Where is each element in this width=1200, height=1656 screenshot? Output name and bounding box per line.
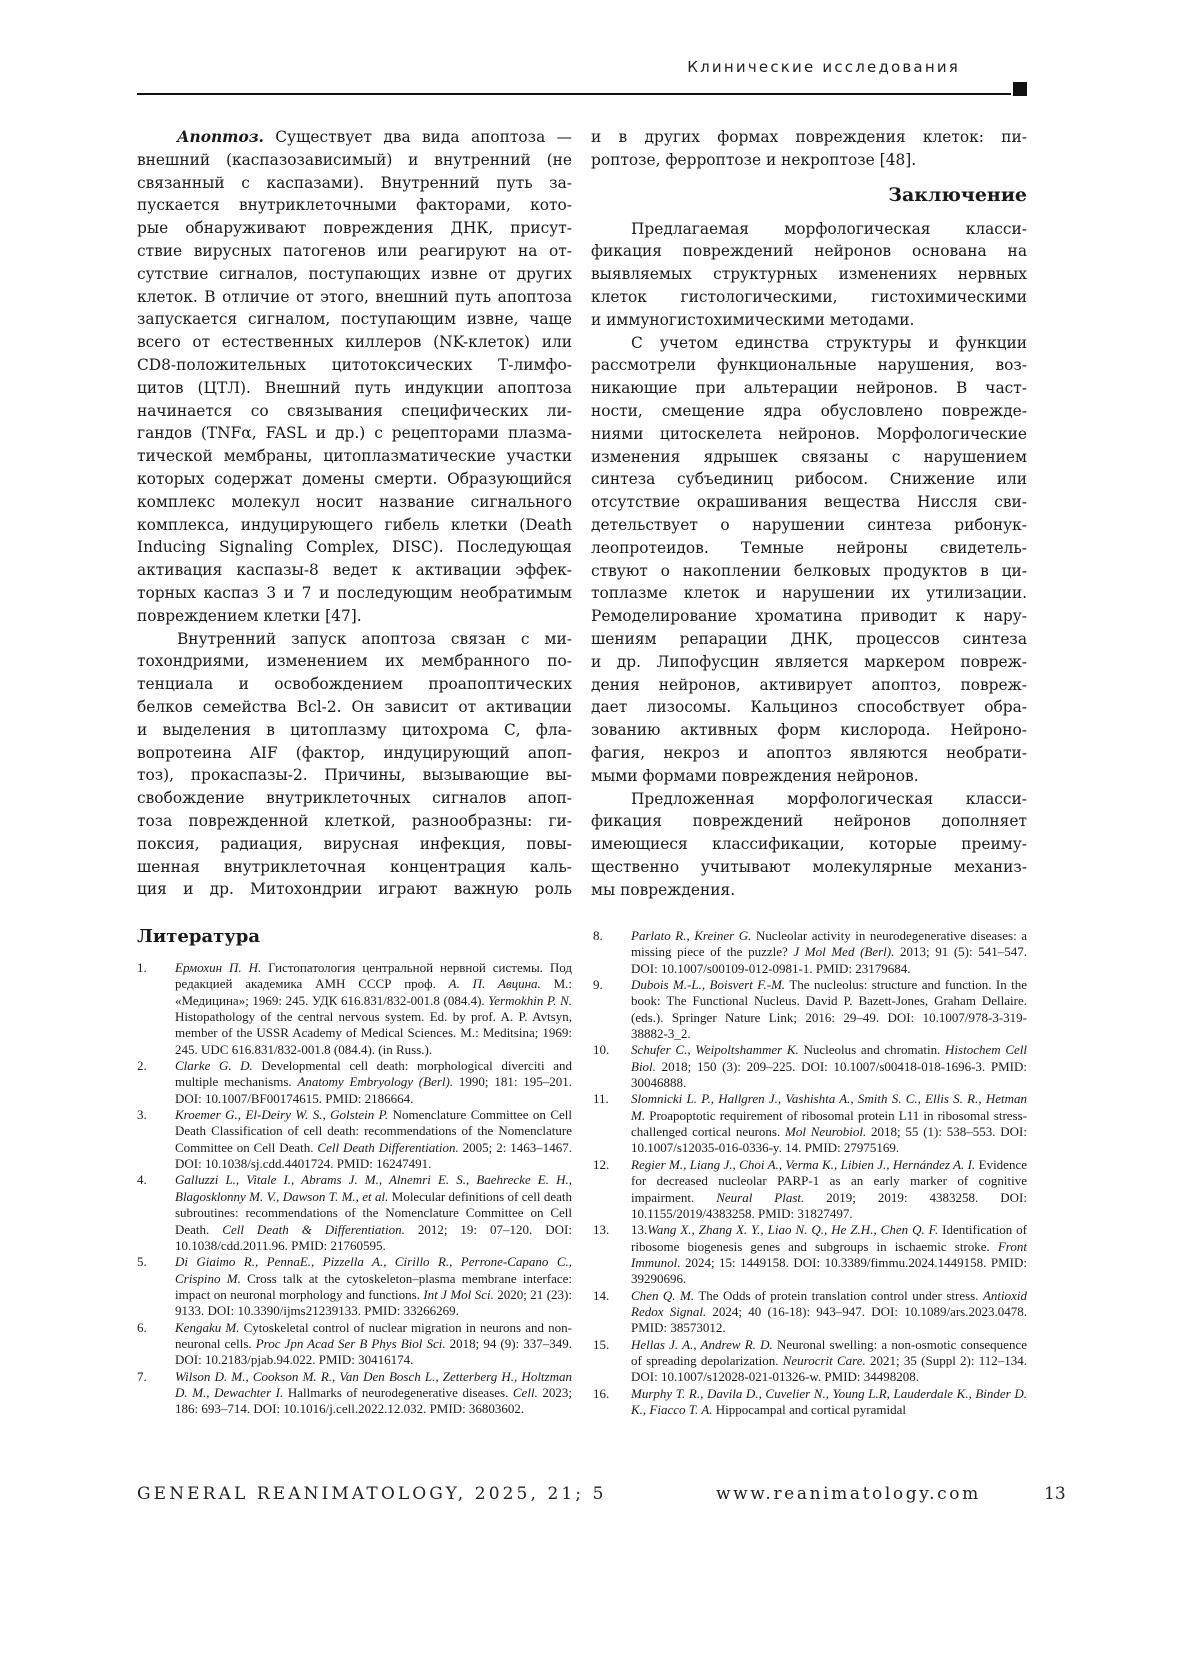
reference-italic: Ермохин П. Н. (175, 960, 261, 975)
reference-item (137, 1320, 572, 1369)
line-text: Существует два вида апоптоза — (264, 128, 572, 146)
reference-number: 10. (593, 1042, 631, 1091)
line-text: торных каспаз 3 и 7 и последующим необратимым (137, 584, 572, 602)
line-text: CD8-положительных цитотоксических Т-лимфо- (137, 356, 572, 374)
text-line (137, 696, 572, 719)
header-divider (137, 93, 1011, 95)
text-line: фагия, некроз и апоптоз являются необрати- (591, 742, 1027, 765)
line-text: связанный с каспазами). Внутренний путь за- (137, 174, 572, 192)
text-line (137, 810, 572, 833)
conclusion-heading: Заключение (591, 172, 1027, 218)
reference-item (137, 1058, 572, 1107)
reference-number: 12. (593, 1157, 631, 1222)
reference-italic: Mol Neurobiol. (785, 1124, 866, 1139)
text-line (137, 878, 572, 901)
reference-plain: Nucleolar activity in neurodegenerative diseases: a missing piece of the puzzle? (631, 928, 1027, 959)
text-line: Предлагаемая морфологическая класси- (591, 218, 1027, 241)
line-text: Внутренний запуск апоптоза связан с ми- (177, 630, 572, 648)
line-text: сутствие сигналов, поступающих извне от других (137, 265, 572, 283)
reference-item (593, 1091, 1027, 1156)
reference-text (175, 1254, 572, 1319)
line-text: Inducing Signaling Complex, DISC). Последующая (137, 538, 572, 556)
text-line: никающие при альтерации нейронов. В част- (591, 377, 1027, 400)
reference-italic: А. П. Авцина. (449, 976, 541, 991)
text-line (137, 559, 572, 582)
reference-italic: Anatomy Embryology (Berl). (297, 1074, 453, 1089)
reference-plain: Identification of ribosome biogenesis genes and subgroups in ischaemic stroke. (631, 1222, 1027, 1253)
reference-italic: Neural Plast. (716, 1190, 804, 1205)
reference-plain: Nomenclature Committee on Cell Death Classification of cell death: recommendations of the Nomenclature Committee on Cell Death. (175, 1107, 572, 1155)
line-text: и выделения в цитоплазму цитохрома С, фла- (137, 721, 572, 739)
text-line: синтеза субъединиц рибосом. Снижение или (591, 468, 1027, 491)
reference-number: 7. (137, 1369, 175, 1418)
text-line: щественно учитывают молекулярные механиз- (591, 856, 1027, 879)
text-line: ствуют о накоплении белковых продуктов в ци- (591, 560, 1027, 583)
reference-plain: Cytoskeletal control of nuclear migration in neurons and non-neuronal cells. (175, 1320, 572, 1351)
reference-plain: The Odds of protein translation control under stress. (694, 1288, 983, 1303)
line-text: комплекс молекул носит название сигнального (137, 493, 572, 511)
reference-plain: 2023; 186: 693–714. DOI: 10.1016/j.cell.2022.12.032. PMID: 36803602. (175, 1385, 572, 1416)
text-line (137, 149, 572, 172)
reference-number: 8. (593, 928, 631, 977)
reference-plain: Nucleolus and chromatin. (799, 1042, 945, 1057)
line-text: тической мембраны, цитоплазматические участки (137, 447, 572, 465)
reference-plain: The nucleolus: structure and function. In the book: The Functional Nucleus. David P. Bazett-Jones, Graham Dellaire. (eds.). Springer Nature Link; 2016: 29–49. DOI: 10.1007/978-3-319-38882-3_2. (631, 977, 1027, 1041)
references-list-left (137, 960, 572, 1418)
line-text: ствие вирусных патогенов или реагируют на от- (137, 242, 572, 260)
reference-text (631, 1157, 1027, 1222)
reference-plain: М.: «Медицина»; 1969: 245. УДК 616.831/832-001.8 (084.4). (175, 976, 572, 1007)
reference-number: 14. (593, 1288, 631, 1337)
line-text: шенная внутриклеточная концентрация каль- (137, 858, 572, 876)
text-line (137, 605, 572, 628)
reference-text (175, 1320, 572, 1369)
text-line (137, 536, 572, 559)
text-line (137, 445, 572, 468)
reference-italic: Di Giaimo R., PennaE., Pizzella A., Cirillo R., Perrone-Capano C., Crispino M. (175, 1254, 572, 1285)
text-line (137, 468, 572, 491)
reference-plain: 13. (631, 1222, 647, 1237)
line-text: комплекса, индуцирующего гибель клетки (Death (137, 516, 572, 534)
header-square-marker (1013, 82, 1027, 96)
reference-text (175, 960, 572, 1058)
reference-plain: 2020; 21 (23): 9133. DOI: 10.3390/ijms21239133. PMID: 33266269. (175, 1287, 572, 1318)
text-line (137, 422, 572, 445)
reference-plain: Hallmarks of neurodegenerative diseases. (283, 1385, 513, 1400)
reference-plain: 2005; 2: 1463–1467. DOI: 10.1038/sj.cdd.4401724. PMID: 16247491. (175, 1140, 572, 1171)
text-line (137, 331, 572, 354)
line-text: пускается внутриклеточными факторами, кото- (137, 196, 572, 214)
reference-plain: Cross talk at the cytoskeleton–plasma membrane interface: impact on neuronal morphology and functions. (175, 1271, 572, 1302)
reference-text (631, 1337, 1027, 1386)
text-line: топлазме клеток и нарушении их утилизации. (591, 582, 1027, 605)
reference-item (137, 1254, 572, 1319)
text-line: выявляемых структурных изменениях нервных (591, 263, 1027, 286)
reference-italic: Kroemer G., El-Deiry W. S., Golstein P. (175, 1107, 388, 1122)
text-line: ниями цитоскелета нейронов. Морфологические (591, 423, 1027, 446)
text-line (137, 126, 572, 149)
text-line: и в других формах повреждения клеток: пи- (591, 126, 1027, 149)
reference-plain: 2024; 15: 1449158. DOI: 10.3389/fimmu.2024.1449158. PMID: 39290696. (631, 1255, 1027, 1286)
line-text: всего от естественных киллеров (NK-клеток) или (137, 333, 572, 351)
text-line (137, 628, 572, 651)
reference-italic: Histochem Cell Biol. (631, 1042, 1027, 1073)
reference-text (175, 1107, 572, 1172)
text-line (137, 764, 572, 787)
reference-text (631, 1042, 1027, 1091)
text-line (137, 719, 572, 742)
text-line: зованию активных форм кислорода. Нейроно- (591, 719, 1027, 742)
reference-number: 15. (593, 1337, 631, 1386)
text-line: фикация повреждений нейронов дополняет (591, 810, 1027, 833)
reference-italic: Cell. (513, 1385, 538, 1400)
text-line: дает лизосомы. Кальциноз способствует обра- (591, 696, 1027, 719)
line-text: тоз), прокаспазы-2. Причины, вызывающие вы- (137, 766, 572, 784)
text-line: детельствует о нарушении синтеза рибонук- (591, 514, 1027, 537)
reference-italic: Regier M., Liang J., Choi A., Verma K., Libien J., Hernández A. I. (631, 1157, 975, 1172)
text-line (137, 650, 572, 673)
reference-plain: 2018; 94 (9): 337–349. DOI: 10.2183/pjab.94.022. PMID: 30416174. (175, 1336, 572, 1367)
reference-number: 1. (137, 960, 175, 1058)
text-line (137, 240, 572, 263)
text-line: и др. Липофусцин является маркером повреж- (591, 651, 1027, 674)
reference-number: 6. (137, 1320, 175, 1369)
text-line (137, 377, 572, 400)
text-line (137, 833, 572, 856)
reference-text (631, 1222, 1027, 1287)
reference-plain: Molecular definitions of cell death subroutines: recommendations of the Nomenclature Committee on Cell Death. (175, 1189, 572, 1237)
text-line (137, 217, 572, 240)
reference-item (593, 1222, 1027, 1287)
line-text: тоза поврежденной клеткой, разнообразны: ги- (137, 812, 572, 830)
line-text: тенциала и освобождением проапоптических (137, 675, 572, 693)
text-line (137, 582, 572, 605)
reference-item (137, 1369, 572, 1418)
text-line: изменения ядрышек связаны с нарушением (591, 446, 1027, 469)
reference-text (175, 1172, 572, 1254)
footer-website: www.reanimatology.com (716, 1484, 981, 1504)
line-text: повреждением клетки [47]. (137, 607, 362, 625)
reference-italic: J Mol Med (Berl). (793, 944, 894, 959)
text-line: клеток гистологическими, гистохимическими (591, 286, 1027, 309)
text-line (137, 742, 572, 765)
reference-text (631, 1091, 1027, 1156)
reference-item (593, 1386, 1027, 1419)
text-line: Ремоделирование хроматина приводит к нару- (591, 605, 1027, 628)
text-line (137, 514, 572, 537)
line-text: вопротеина AIF (фактор, индуцирующий апоп- (137, 744, 572, 762)
reference-item (593, 1157, 1027, 1222)
page-number: 13 (1044, 1484, 1066, 1504)
text-line (137, 286, 572, 309)
reference-plain: 2018; 150 (3): 209–225. DOI: 10.1007/s00418-018-1696-3. PMID: 30046888. (631, 1059, 1027, 1090)
reference-text (631, 928, 1027, 977)
line-text: тохондриями, изменением их мембранного по- (137, 652, 572, 670)
text-line (137, 354, 572, 377)
reference-italic: Chen Q. M. (631, 1288, 694, 1303)
right-text-column (591, 126, 1027, 902)
text-line (137, 856, 572, 879)
text-line: мыми формами повреждения нейронов. (591, 765, 1027, 788)
line-text: свобождение внутриклеточных сигналов апоп- (137, 789, 572, 807)
reference-italic: Schufer C., Weipoltshammer K. (631, 1042, 799, 1057)
reference-text (631, 1386, 1027, 1419)
section-lead-term: Апоптоз. (177, 128, 264, 146)
text-line: С учетом единства структуры и функции (591, 332, 1027, 355)
reference-italic: Dubois M.-L., Boisvert F.-M. (631, 977, 785, 992)
reference-italic: Galluzzi L., Vitale I., Abrams J. M., Alnemri E. S., Baehrecke E. H., Blagosklonny M. V., Dawson T. M., et al. (175, 1172, 572, 1203)
reference-italic: Cell Death & Differentiation. (222, 1222, 405, 1237)
reference-item (137, 960, 572, 1058)
text-line: ности, смещение ядра обусловлено поврежде- (591, 400, 1027, 423)
section-header: Клинические исследования (600, 58, 960, 76)
reference-italic: Murphy T. R., Davila D., Cuvelier N., Young L.R, Lauderdale K., Binder D. K., Fiacco T. A. (631, 1386, 1027, 1417)
reference-plain: Evidence for decreased nucleolar PARP-1 as an early marker of cognitive impairment. (631, 1157, 1027, 1205)
reference-italic: Yermokhin P. N. (488, 993, 572, 1008)
reference-italic: Antioxid Redox Signal. (631, 1288, 1027, 1319)
text-line (137, 308, 572, 331)
reference-plain: Neuronal swelling: a non-osmotic consequence of spreading depolarization. (631, 1337, 1027, 1368)
reference-italic: Wilson D. M., Cookson M. R., Van Den Bosch L., Zetterberg H., Holtzman D. M., Dewachter I. (175, 1369, 572, 1400)
line-text: поксия, радиация, вирусная инфекция, повы- (137, 835, 572, 853)
reference-plain: 1990; 181: 195–201. DOI: 10.1007/BF00174615. PMID: 2186664. (175, 1074, 572, 1105)
text-line: шениям репарации ДНК, процессов синтеза (591, 628, 1027, 651)
line-text: цитов (ЦТЛ). Внешний путь индукции апоптоза (137, 379, 572, 397)
text-line (137, 673, 572, 696)
reference-italic: Wang X., Zhang X. Y., Liao N. Q., He Z.H., Chen Q. F. (647, 1222, 938, 1237)
reference-plain: 2021; 35 (Suppl 2): 112–134. DOI: 10.1007/s12028-021-01326-w. PMID: 34498208. (631, 1353, 1027, 1384)
references-list-right (593, 928, 1027, 1418)
text-line (137, 194, 572, 217)
reference-italic: Front Immunol. (631, 1239, 1027, 1270)
reference-italic: Slomnicki L. P., Hallgren J., Vashishta A., Smith S. C., Ellis S. R., Hetman M. (631, 1091, 1027, 1122)
line-text: активация каспазы-8 ведет к активации эффек- (137, 561, 572, 579)
text-line (137, 263, 572, 286)
references-heading: Литература (137, 926, 260, 947)
reference-item (137, 1172, 572, 1254)
reference-plain: Гистопатология центральной нервной системы. Под редакцией академика АМН СССР проф. (175, 960, 572, 991)
reference-number: 5. (137, 1254, 175, 1319)
reference-text (631, 1288, 1027, 1337)
reference-item (593, 977, 1027, 1042)
text-line: роптозе, ферроптозе и некроптозе [48]. (591, 149, 1027, 172)
reference-item (593, 1042, 1027, 1091)
line-text: запускается сигналом, поступающим извне, чаще (137, 310, 572, 328)
reference-plain: Proapoptotic requirement of ribosomal protein L11 in ribosomal stress-challenged cortical neurons. (631, 1108, 1027, 1139)
reference-plain: 2012; 19: 07–120. DOI: 10.1038/cdd.2011.96. PMID: 21760595. (175, 1222, 572, 1253)
text-line: рассмотрели функциональные нарушения, воз- (591, 354, 1027, 377)
reference-text (631, 977, 1027, 1042)
reference-italic: Cell Death Differentiation. (317, 1140, 458, 1155)
text-line: имеющиеся классификации, которые преиму- (591, 833, 1027, 856)
left-text-column (137, 126, 572, 901)
reference-plain: 2013; 91 (5): 541–547. DOI: 10.1007/s00109-012-0981-1. PMID: 23179684. (631, 944, 1027, 975)
line-text: гандов (TNFα, FASL и др.) с рецепторами плазма- (137, 424, 572, 442)
reference-number: 16. (593, 1386, 631, 1419)
reference-number: 2. (137, 1058, 175, 1107)
reference-plain: 2019; 2019: 4383258. DOI: 10.1155/2019/4383258. PMID: 31827497. (631, 1190, 1027, 1221)
reference-italic: Proc Jpn Acad Ser B Phys Biol Sci. (256, 1336, 446, 1351)
reference-italic: Clarke G. D. (175, 1058, 253, 1073)
reference-plain: Developmental cell death: morphological diverciti and multiple mechanisms. (175, 1058, 572, 1089)
reference-item (593, 1288, 1027, 1337)
reference-number: 13. (593, 1222, 631, 1287)
reference-number: 9. (593, 977, 631, 1042)
text-line: леопротеидов. Темные нейроны свидетель- (591, 537, 1027, 560)
line-text: белков семейства Bcl-2. Он зависит от активации (137, 698, 572, 716)
text-line (137, 787, 572, 810)
text-line: и иммуногистохимическими методами. (591, 309, 1027, 332)
text-line: фикация повреждений нейронов основана на (591, 240, 1027, 263)
reference-item (593, 1337, 1027, 1386)
reference-plain: Histopathology of the central nervous system. Ed. by prof. A. P. Avtsyn, member of the USSR Academy of Medical Sciences. M.: Meditsina; 1969: 245. UDC 616.831/832-001.8 (084.4). (in Russ.). (175, 1009, 572, 1057)
reference-italic: Kengaku M. (175, 1320, 239, 1335)
text-line: мы повреждения. (591, 879, 1027, 902)
reference-text (175, 1058, 572, 1107)
line-text: клеток. В отличие от этого, внешний путь апоптоза (137, 288, 572, 306)
reference-plain: Hippocampal and cortical pyramidal (713, 1402, 906, 1417)
reference-italic: Int J Mol Sci. (423, 1287, 494, 1302)
reference-item (137, 1107, 572, 1172)
reference-italic: Neurocrit Care. (783, 1353, 866, 1368)
line-text: внешний (каспазозависимый) и внутренний (не (137, 151, 572, 169)
reference-number: 4. (137, 1172, 175, 1254)
reference-number: 11. (593, 1091, 631, 1156)
text-line (137, 400, 572, 423)
line-text: начинается со связывания специфических ли- (137, 402, 572, 420)
reference-plain: 2018; 55 (1): 538–553. DOI: 10.1007/s12035-016-0336-y. 14. PMID: 27975169. (631, 1124, 1027, 1155)
line-text: ция и др. Митохондрии играют важную роль (137, 880, 572, 898)
reference-italic: Hellas J. A., Andrew R. D. (631, 1337, 773, 1352)
text-line: Предложенная морфологическая класси- (591, 788, 1027, 811)
reference-italic: Parlato R., Kreiner G. (631, 928, 751, 943)
reference-item (593, 928, 1027, 977)
line-text: которых содержат домены смерти. Образующийся (137, 470, 572, 488)
reference-plain: 2024; 40 (16-18): 943–947. DOI: 10.1089/ars.2023.0478. PMID: 38573012. (631, 1304, 1027, 1335)
text-line (137, 491, 572, 514)
reference-text (175, 1369, 572, 1418)
text-line: отсутствие окрашивания вещества Ниссля сви- (591, 491, 1027, 514)
line-text: рые обнаруживают повреждения ДНК, присут- (137, 219, 572, 237)
text-line (137, 172, 572, 195)
reference-number: 3. (137, 1107, 175, 1172)
footer-journal-name: GENERAL REANIMATOLOGY, 2025, 21; 5 (137, 1484, 607, 1504)
text-line: дения нейронов, активирует апоптоз, повреж- (591, 674, 1027, 697)
